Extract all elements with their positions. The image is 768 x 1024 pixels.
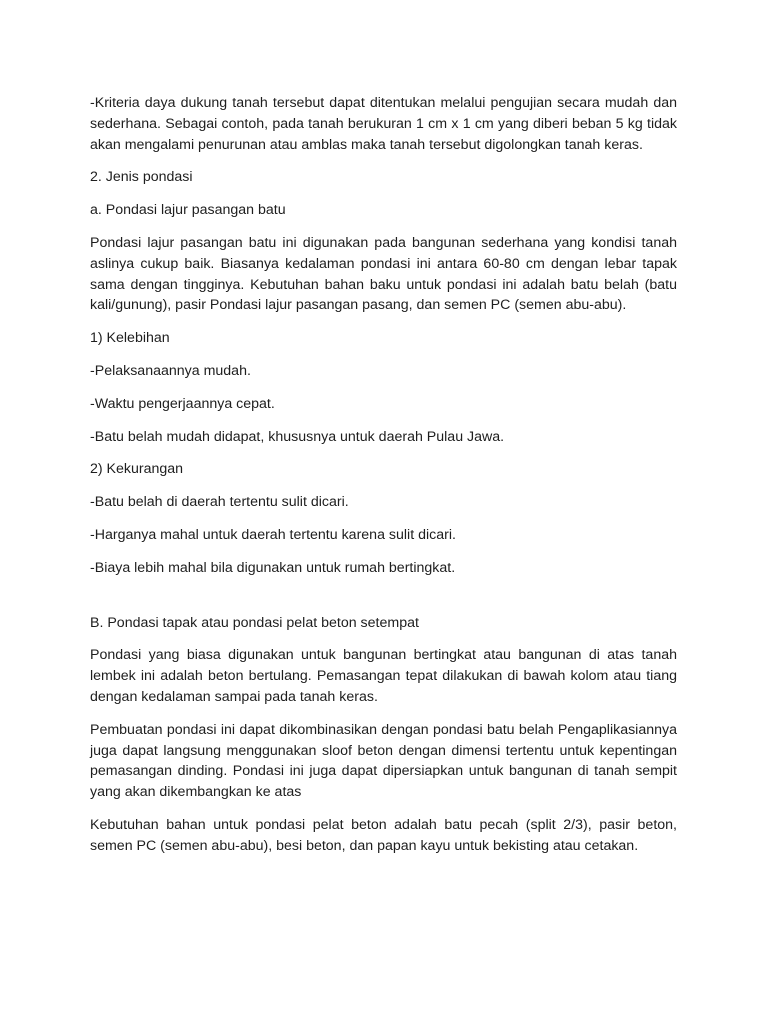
- heading-disadvantages: 2) Kekurangan: [90, 461, 184, 478]
- list-item-advantage: -Pelaksanaannya mudah.: [90, 362, 251, 379]
- paragraph-pad-foundation-construction: Pembuatan pondasi ini dapat dikombinasikan dengan pondasi batu belah Pengaplikasiannya juga dapat langsung menggunakan sloof beton dengan dimensi tertentu untuk kepentingan pemasangan dinding. Pondasi ini juga dapat dipersiapkan untuk bangunan di tanah sempit yang akan dikembangkan ke atas: [90, 721, 677, 801]
- paragraph-pad-foundation-materials: Kebutuhan bahan untuk pondasi pelat beton adalah batu pecah (split 2/3), pasir beton, semen PC (semen abu-abu), besi beton, dan papan kayu untuk bekisting atau cetakan.: [90, 816, 677, 854]
- paragraph-pad-foundation-usage: Pondasi yang biasa digunakan untuk bangunan bertingkat atau bangunan di atas tanah lembek ini adalah beton bertulang. Pemasangan tepat dilakukan di bawah kolom atau tiang dengan kedalaman sampai pada tanah keras.: [90, 647, 677, 705]
- paragraph-stone-strip-description: Pondasi lajur pasangan batu ini digunakan pada bangunan sederhana yang kondisi tanah aslinya cukup baik. Biasanya kedalaman pondasi ini antara 60-80 cm dengan lebar tapak sama dengan tingginya. Kebutuhan bahan baku untuk pondasi ini adalah batu belah (batu kali/gunung), pasir Pondasi lajur pasangan pasang, dan semen PC (semen abu-abu).: [90, 234, 677, 314]
- list-item-advantage: -Waktu pengerjaannya cepat.: [90, 395, 275, 412]
- subheading-stone-strip-foundation: a. Pondasi lajur pasangan batu: [90, 202, 286, 219]
- list-item-advantage: -Batu belah mudah didapat, khususnya untuk daerah Pulau Jawa.: [90, 428, 505, 445]
- document-page: [90, 93, 677, 869]
- paragraph-soil-criteria: -Kriteria daya dukung tanah tersebut dapat ditentukan melalui pengujian secara mudah dan sederhana. Sebagai contoh, pada tanah berukuran 1 cm x 1 cm yang diberi beban 5 kg tidak akan mengalami penurunan atau amblas maka tanah tersebut digolongkan tanah keras.: [90, 95, 677, 153]
- heading-advantages: 1) Kelebihan: [90, 330, 170, 347]
- list-item-disadvantage: -Harganya mahal untuk daerah tertentu karena sulit dicari.: [90, 526, 456, 543]
- list-item-disadvantage: -Biaya lebih mahal bila digunakan untuk rumah bertingkat.: [90, 559, 456, 576]
- heading-pad-foundation: B. Pondasi tapak atau pondasi pelat beton setempat: [90, 614, 419, 631]
- heading-foundation-types: 2. Jenis pondasi: [90, 169, 193, 186]
- section-spacer: [90, 591, 677, 613]
- list-item-disadvantage: -Batu belah di daerah tertentu sulit dicari.: [90, 494, 349, 511]
